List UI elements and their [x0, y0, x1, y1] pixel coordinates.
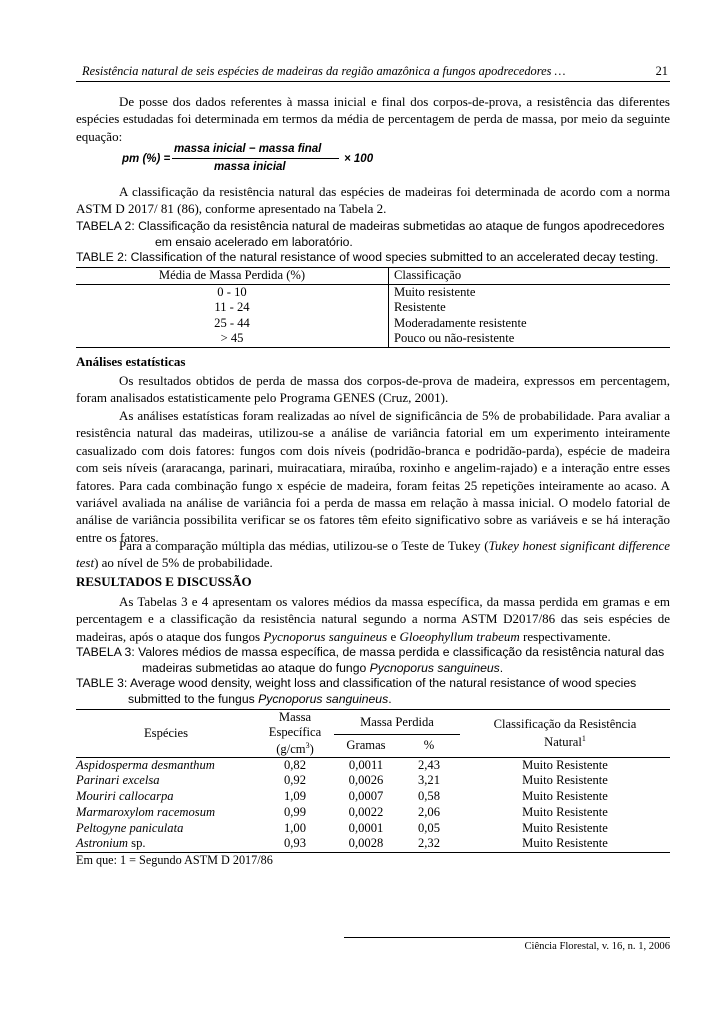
density-value: 0,92 — [283, 773, 307, 788]
table2-header-class: Classificação — [394, 268, 462, 282]
species-genus: Aspidosperma desmanthum — [76, 757, 215, 772]
running-header — [76, 63, 670, 82]
journal-citation: Ciência Florestal, v. 16, n. 1, 2006 — [524, 941, 670, 952]
mass-loss-grams: 0,0026 — [348, 773, 384, 788]
density-value: 0,82 — [283, 757, 307, 772]
table-row — [76, 789, 670, 805]
species-name — [76, 757, 256, 773]
mass-loss-percent: 0,58 — [417, 789, 441, 804]
intro-paragraph: De posse dos dados referentes à massa inicial e final dos corpos-de-prova, a resistência das diferentes espécies estudadas foi determinada em termos da média de percentagem de perda de massa, por meio da seguinte equação: — [76, 94, 670, 144]
table3-header-class-l2: Natural — [544, 734, 582, 749]
results-p1-and: e — [387, 628, 400, 644]
stats-heading: Análises estatísticas — [76, 354, 186, 369]
species-name — [76, 836, 256, 852]
table3-header-classification — [460, 710, 670, 758]
species-name — [76, 805, 256, 821]
table-row — [76, 821, 670, 837]
species-genus: Marmaroxylom racemosum — [76, 804, 216, 819]
resistance-class: Muito Resistente — [522, 804, 608, 819]
table-row — [76, 757, 670, 773]
mass-loss-percent: 2,32 — [398, 836, 460, 852]
table3-note: Em que: 1 = Segundo ASTM D 2017/86 — [76, 853, 273, 867]
equation-lhs: pm (%) = — [122, 153, 171, 165]
table3-caption-en-cont — [76, 692, 670, 708]
table-row — [76, 836, 670, 852]
resistance-class: Muito Resistente — [460, 836, 670, 852]
density-value: 0,93 — [256, 836, 334, 852]
table2-header-mass: Média de Massa Perdida (%) — [76, 268, 389, 285]
table3-caption-pt-b: . — [499, 660, 504, 675]
species-genus: Parinari excelsa — [76, 773, 160, 788]
stats-paragraph-1: Os resultados obtidos de perda de massa dos corpos-de-prova de madeira, expressos em percentagem, foram analisados estatisticamente pelo Programa GENES (Cruz, 2001). — [76, 373, 670, 406]
table3-header-class-sup: 1 — [581, 733, 586, 743]
resistance-class: Muito Resistente — [522, 757, 608, 772]
table2-class: Moderadamente resistente — [394, 315, 527, 330]
table3-caption-pt-cont — [76, 661, 670, 677]
stats-paragraph-2: As análises estatísticas foram realizadas ao nível de significância de 5% de probabilidade. Para avaliar a resistência natural das madeiras, utilizou-se a análise de variância fatorial em um experimento inteiramente casualizado com dois fatores: fungos com dois níveis (podridão-branca e podridão-parda), espécie de madeira com seis níveis (araracanga, parinari, muiracatiara, miraúba, roxinho e angelim-rajado) e a interação entre esses fatores. Para cada combinação fungo x espécie de madeira, foram feitas 25 repetições inteiramente ao acaso. A variável avaliada na análise de variância foi a perda de massa em relação à massa inicial. O modelo fatorial de análise de variância possibilita verificar se os fatores têm efeito significativo sobre as variáveis e se há interação entre os fatores. — [76, 408, 670, 545]
table3-header-density-l3a: (g/cm — [276, 742, 306, 757]
table3-header-density-l1: Massa — [278, 710, 312, 724]
resistance-class: Muito Resistente — [522, 789, 608, 804]
stats-p3-italic: Tukey honest significant difference test — [76, 538, 670, 571]
mass-loss-grams: 0,0028 — [334, 836, 398, 852]
table2-range: > 45 — [76, 331, 389, 347]
table2-class: Muito resistente — [394, 284, 476, 299]
stats-p3-a: Para a comparação múltipla das médias, utilizou-se o Teste de Tukey ( — [119, 538, 489, 553]
table2-caption-pt-cont: em ensaio acelerado em laboratório. — [155, 234, 353, 249]
equation-denominator: massa inicial — [214, 161, 286, 173]
table2-class: Pouco ou não-resistente — [394, 331, 515, 346]
results-p1-b: respectivamente. — [519, 628, 611, 644]
table3-caption-en-b: . — [388, 691, 392, 706]
table2 — [76, 267, 670, 348]
mass-loss-grams: 0,0001 — [348, 820, 384, 835]
table2-header-row — [76, 268, 670, 285]
table3-header-percent: % — [423, 738, 435, 753]
species-suffix: sp. — [128, 836, 146, 851]
results-p1-a: As Tabelas 3 e 4 apresentam os valores médios da massa específica, da massa perdida em gramas e em percentagem e a classificação da resistência natural segundo a norma ASTM D2017/86 das seis espécies de madeiras, após o ataque dos fungos — [76, 594, 670, 644]
classification-paragraph: A classificação da resistência natural das espécies de madeiras foi determinada de acordo com a norma ASTM D 2017/ 81 (86), conforme apresentado na Tabela 2. — [76, 184, 670, 217]
table3-caption-pt: TABELA 3: Valores médios de massa específica, de massa perdida e classificação da resistência natural das — [76, 645, 665, 659]
table3-caption-en: TABLE 3: Average wood density, weight loss and classification of the natural resistance of wood species — [76, 676, 637, 690]
table2-range: 11 - 24 — [76, 300, 389, 316]
species-name — [76, 773, 256, 789]
table3-header-density — [256, 710, 334, 758]
resistance-class: Muito Resistente — [522, 773, 608, 788]
species-name — [76, 789, 256, 805]
equation-multiplier: × 100 — [344, 153, 374, 165]
table2-caption — [76, 219, 670, 266]
fungus-1: Pycnoporus sanguineus — [263, 628, 388, 644]
stats-paragraph-3 — [76, 537, 670, 572]
table3-caption-pt-a: madeiras submetidas ao ataque do fungo — [142, 660, 370, 675]
mass-loss-equation — [122, 143, 422, 179]
results-paragraph — [76, 593, 670, 645]
table3-caption — [76, 645, 670, 707]
mass-loss-percent: 3,21 — [417, 773, 441, 788]
table2-range: 0 - 10 — [76, 284, 389, 300]
mass-loss-percent: 0,05 — [417, 820, 441, 835]
table-row — [76, 331, 670, 347]
footer-rule — [344, 937, 670, 938]
table3-header-grams: Gramas — [346, 738, 386, 753]
resistance-class: Muito Resistente — [522, 820, 608, 835]
mass-loss-percent: 2,43 — [417, 757, 441, 772]
running-header-title: Resistência natural de seis espécies de madeiras da região amazônica a fungos apodrecedores … — [82, 64, 566, 78]
table-row — [76, 300, 670, 316]
table3-caption-en-a: submitted to the fungus — [128, 691, 259, 706]
table2-caption-pt: TABELA 2: Classificação da resistência natural de madeiras submetidas ao ataque de fungos apodrecedores — [76, 219, 665, 233]
page-number: 21 — [655, 64, 668, 78]
mass-loss-percent: 2,06 — [417, 804, 441, 819]
fraction-bar — [172, 158, 339, 159]
density-value: 1,09 — [283, 789, 307, 804]
table3-header-mass-loss: Massa Perdida — [334, 710, 460, 735]
table2-range: 25 - 44 — [76, 316, 389, 332]
mass-loss-grams: 0,0011 — [348, 757, 384, 772]
table3-header-species: Espécies — [143, 726, 189, 741]
equation-numerator: massa inicial − massa final — [174, 143, 322, 155]
table3-header-density-sup: 3 — [305, 741, 310, 750]
table3-caption-pt-italic: Pycnoporus sanguineus — [369, 660, 500, 675]
table-row — [76, 284, 670, 300]
table-row — [76, 805, 670, 821]
density-value: 0,99 — [283, 804, 307, 819]
species-genus: Astronium — [76, 836, 129, 851]
table3-header-density-l2: Específica — [268, 724, 322, 739]
mass-loss-grams: 0,0022 — [348, 804, 384, 819]
stats-p3-b: ) ao nível de 5% de probabilidade. — [94, 555, 273, 571]
species-name — [76, 821, 256, 837]
density-value: 1,00 — [283, 820, 307, 835]
table-row — [76, 316, 670, 332]
species-genus: Mouriri callocarpa — [76, 789, 174, 804]
table3-header-density-l3b: ) — [309, 742, 314, 757]
fungus-2: Gloeophyllum trabeum — [399, 628, 520, 644]
table3-header-class-l1: Classificação da Resistência — [493, 717, 637, 732]
table3 — [76, 709, 670, 853]
table2-caption-en: TABLE 2: Classification of the natural resistance of wood species submitted to an accelerated decay testing. — [76, 250, 659, 264]
species-genus: Peltogyne paniculata — [76, 820, 184, 835]
results-heading: RESULTADOS E DISCUSSÃO — [76, 574, 252, 589]
table3-caption-en-italic: Pycnoporus sanguineus — [258, 691, 389, 706]
mass-loss-grams: 0,0007 — [348, 789, 384, 804]
table-row — [76, 773, 670, 789]
table2-class: Resistente — [394, 300, 446, 315]
